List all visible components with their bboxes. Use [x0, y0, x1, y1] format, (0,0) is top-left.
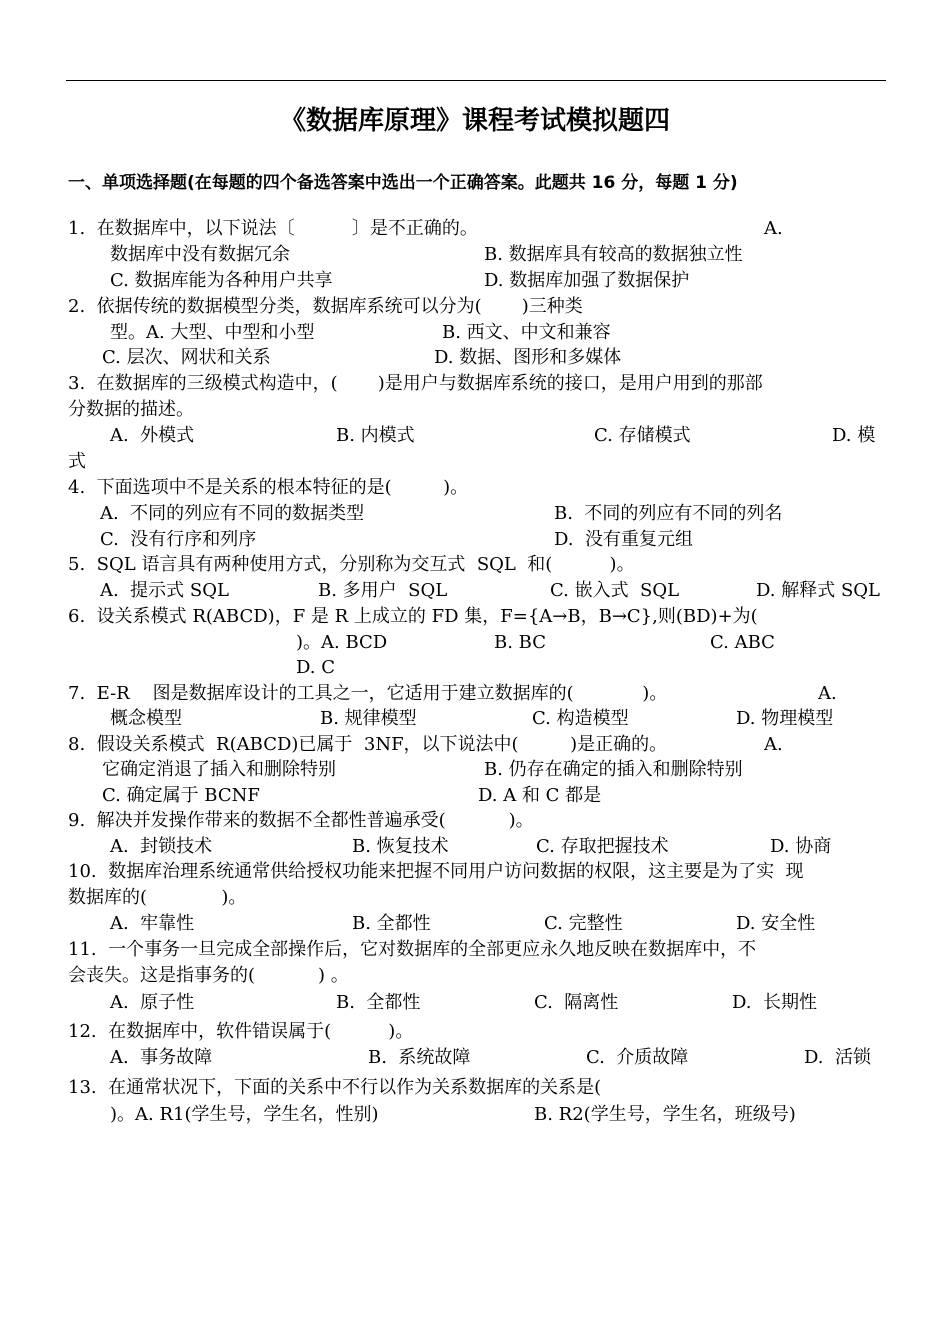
question-stem: 5. SQL 语言具有两种使用方式，分别称为交互式 SQL 和( )。	[68, 554, 635, 575]
option-d: D. 解释式 SQL	[756, 580, 880, 601]
top-rule	[66, 80, 886, 81]
option-d: D. 活锁	[804, 1047, 871, 1068]
option-a: A. 事务故障	[110, 1047, 213, 1068]
question-stem: 9. 解决并发操作带来的数据不全都性普遍承受( )。	[68, 810, 534, 831]
option-b: B. 仍存在确定的插入和删除特别	[484, 759, 743, 780]
question-stem: 3. 在数据库的三级模式构造中，( )是用户与数据库系统的接口，是用户用到的那部	[68, 373, 763, 394]
question-stem: 11. 一个事务一旦完成全部操作后，它对数据库的全部更应永久地反映在数据库中，不	[68, 939, 757, 960]
question-stem: 8. 假设关系模式 R(ABCD)已属于 3NF，以下说法中( )是正确的。	[68, 734, 668, 755]
option-a: )。A. BCD	[296, 632, 388, 653]
option-c: C. 嵌入式 SQL	[550, 580, 680, 601]
option-a-text: 数据库中没有数据冗余	[110, 244, 290, 265]
option-d: D. 物理模型	[736, 708, 834, 729]
section-heading: 一、单项选择题(在每题的四个备选答案中选出一个正确答案。此题共 16 分，每题 1 分)	[68, 173, 738, 193]
option-c: C. 确定属于 BCNF	[102, 785, 260, 806]
option-c: C. 存取把握技术	[536, 836, 669, 857]
option-c: C. 存储模式	[594, 425, 691, 446]
option-b: B. 全都性	[352, 913, 431, 934]
option-a: A. 原子性	[110, 992, 195, 1013]
option-b: B. BC	[494, 632, 547, 653]
option-c: C. 介质故障	[586, 1047, 689, 1068]
option-d: D. 协商	[770, 836, 832, 857]
option-b: B. 数据库具有较高的数据独立性	[484, 244, 743, 265]
option-a: A. 提示式 SQL	[100, 580, 229, 601]
option-b: B. 规律模型	[320, 708, 417, 729]
option-a-label: A.	[764, 734, 783, 755]
question-stem: 2. 依据传统的数据模型分类，数据库系统可以分为( )三种类	[68, 296, 583, 317]
option-a-text: 概念模型	[110, 708, 182, 729]
option-c: C. 层次、网状和关系	[102, 347, 271, 368]
option-a: )。A. R1(学生号，学生名，性别)	[110, 1104, 379, 1125]
question-stem-continued: 型。A. 大型、中型和小型	[110, 322, 315, 343]
option-d: D. 没有重复元组	[554, 529, 693, 550]
option-d-wrap: 式	[68, 451, 86, 472]
option-b: B. 多用户 SQL	[318, 580, 448, 601]
question-stem-continued: 分数据的描述。	[68, 399, 194, 420]
question-stem: 13. 在通常状况下，下面的关系中不行以作为关系数据库的关系是(	[68, 1077, 602, 1098]
option-d: D. 长期性	[732, 992, 817, 1013]
option-b: B. 系统故障	[368, 1047, 471, 1068]
option-b: B. R2(学生号，学生名，班级号)	[534, 1104, 796, 1125]
option-a: A. 外模式	[110, 425, 195, 446]
question-stem: 7. E-R 图是数据库设计的工具之一，它适用于建立数据库的( )。	[68, 683, 668, 704]
option-b: B. 西文、中文和兼容	[442, 322, 611, 343]
option-b: B. 内模式	[336, 425, 415, 446]
option-d: D. C	[296, 657, 336, 678]
question-stem: 12. 在数据库中，软件错误属于( )。	[68, 1021, 414, 1042]
option-c: C. 数据库能为各种用户共享	[110, 270, 333, 291]
option-b: B. 不同的列应有不同的列名	[554, 503, 783, 524]
question-stem: 4. 下面选项中不是关系的根本特征的是( )。	[68, 477, 469, 498]
option-c: C. 隔离性	[534, 992, 619, 1013]
question-stem: 6. 设关系模式 R(ABCD)，F 是 R 上成立的 FD 集，F={A→B，B→C},则(BD)+为(	[68, 606, 758, 627]
option-c: C. 没有行序和列序	[100, 529, 257, 550]
option-c: C. ABC	[710, 632, 775, 653]
option-d: D. 数据、图形和多媒体	[434, 347, 622, 368]
option-d: D. A 和 C 都是	[478, 785, 602, 806]
option-a: A. 封锁技术	[110, 836, 213, 857]
option-b: B. 全都性	[336, 992, 421, 1013]
question-stem-continued: 数据库的( )。	[68, 887, 247, 908]
page-title: 《数据库原理》课程考试模拟题四	[279, 106, 670, 136]
option-d: D. 安全性	[736, 913, 816, 934]
option-b: B. 恢复技术	[352, 836, 449, 857]
option-c: C. 完整性	[544, 913, 623, 934]
option-c: C. 构造模型	[532, 708, 629, 729]
option-a: A. 牢靠性	[110, 913, 195, 934]
option-a-label: A.	[764, 218, 783, 239]
option-a-label: A.	[818, 683, 837, 704]
question-stem-continued: 会丧失。这是指事务的( ) 。	[68, 965, 349, 986]
question-stem: 10. 数据库治理系统通常供给授权功能来把握不同用户访问数据的权限，这主要是为了实 现	[68, 861, 804, 882]
option-d: D. 模	[832, 425, 876, 446]
option-d: D. 数据库加强了数据保护	[484, 270, 690, 291]
option-a-text: 它确定消退了插入和删除特别	[102, 759, 336, 780]
option-a: A. 不同的列应有不同的数据类型	[100, 503, 365, 524]
question-stem: 1. 在数据库中，以下说法〔 〕是不正确的。	[68, 218, 478, 239]
